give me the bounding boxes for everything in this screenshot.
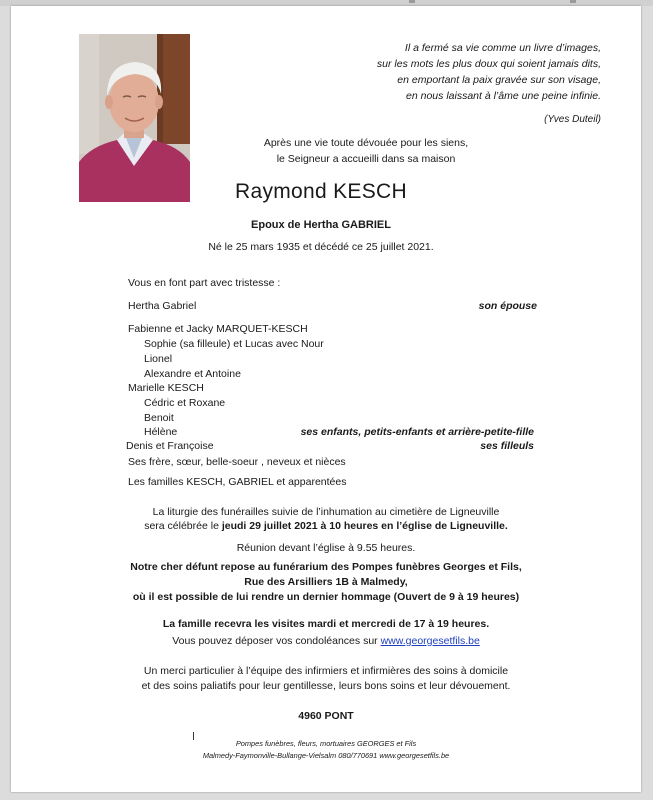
family-member: Alexandre et Antoine (144, 368, 241, 380)
family-spouse-name: Hertha Gabriel (128, 300, 197, 312)
family-member: Lionel (144, 353, 173, 365)
footer-line: Malmedy-Faymonville-Bullange-Vielsalm 080/770691 www.georgesetfils.be (202, 751, 450, 760)
thanks-line: et des soins paliatifs pour leur gentillesse, leurs bons soins et leur dévouement. (141, 680, 511, 692)
family-member: Fabienne et Jacky MARQUET-KESCH (128, 323, 308, 335)
family-member: Cédric et Roxane (144, 397, 226, 409)
poem-line: en emportant la paix gravée sur son visage, (397, 74, 601, 86)
family-godchildren-role: ses filleuls (480, 440, 534, 452)
funeral-home-address: Rue des Arsilliers 1B à Malmedy, (244, 576, 408, 588)
deceased-name: Raymond KESCH (235, 180, 407, 203)
poem-author: (Yves Duteil) (544, 114, 601, 125)
family-member: Benoit (144, 412, 174, 424)
poem-line: Il a fermé sa vie comme un livre d’images, (404, 42, 601, 54)
condolences-prefix: Vous pouvez déposer vos condoléances sur (172, 635, 381, 647)
ruler-marker (570, 0, 576, 3)
condolences-line (71, 634, 581, 650)
ruler-marker (409, 0, 415, 3)
intro-text (211, 135, 521, 167)
funeral-date-prefix: sera célébrée le (144, 520, 222, 532)
spouse-line: Epoux de Hertha GABRIEL (251, 219, 391, 231)
family-member: Marielle KESCH (128, 382, 204, 394)
poem-line: sur les mots les plus doux qui soient jamais dits, (376, 58, 601, 70)
intro-line: le Seigneur a accueilli dans sa maison (276, 153, 456, 165)
postcode: 4960 PONT (298, 710, 354, 722)
funeral-line: La liturgie des funérailles suivie de l’inhumation au cimetière de Ligneuville (152, 506, 500, 518)
funeral-home-hours: où il est possible de lui rendre un dernier hommage (Ouvert de 9 à 19 heures) (132, 591, 520, 603)
family-children-role: ses enfants, petits-enfants et arrière-petite-fille (300, 426, 534, 438)
funeral-home-line: Notre cher défunt repose au funérarium des Pompes funèbres Georges et Fils, (130, 561, 522, 573)
visits-info: La famille recevra les visites mardi et mercredi de 17 à 19 heures. (162, 618, 490, 630)
funeral-date: jeudi 29 juillet 2021 à 10 heures en l’église de Ligneuville. (221, 520, 508, 532)
document-page (11, 6, 641, 792)
thanks-line: Un merci particulier à l’équipe des infirmiers et infirmières des soins à domicile (143, 665, 509, 677)
poem-line: en nous laissant à l’âme une peine infinie. (406, 90, 601, 102)
poem-quote (311, 40, 601, 104)
family-spouse-role: son épouse (478, 300, 537, 312)
portrait-photo (79, 34, 190, 202)
funeral-date-line (71, 519, 581, 535)
family-godchildren: Denis et Françoise (126, 440, 214, 452)
family-member: Hélène (144, 426, 178, 438)
footer-line: Pompes funèbres, fleurs, mortuaires GEORGES et Fils (235, 739, 417, 748)
meeting-time: Réunion devant l’église à 9.55 heures. (236, 542, 416, 554)
family-relatives: Les familles KESCH, GABRIEL et apparentées (128, 476, 347, 488)
family-member: Sophie (sa filleule) et Lucas avec Nour (144, 338, 324, 350)
intro-line: Après une vie toute dévouée pour les siens, (263, 137, 469, 149)
condolences-link[interactable]: www.georgesetfils.be (380, 635, 480, 647)
birth-death-dates: Né le 25 mars 1935 et décédé ce 25 juillet 2021. (208, 241, 434, 253)
family-siblings: Ses frère, sœur, belle-soeur , neveux et nièces (128, 456, 346, 468)
announcement: Vous en font part avec tristesse : (128, 277, 281, 289)
